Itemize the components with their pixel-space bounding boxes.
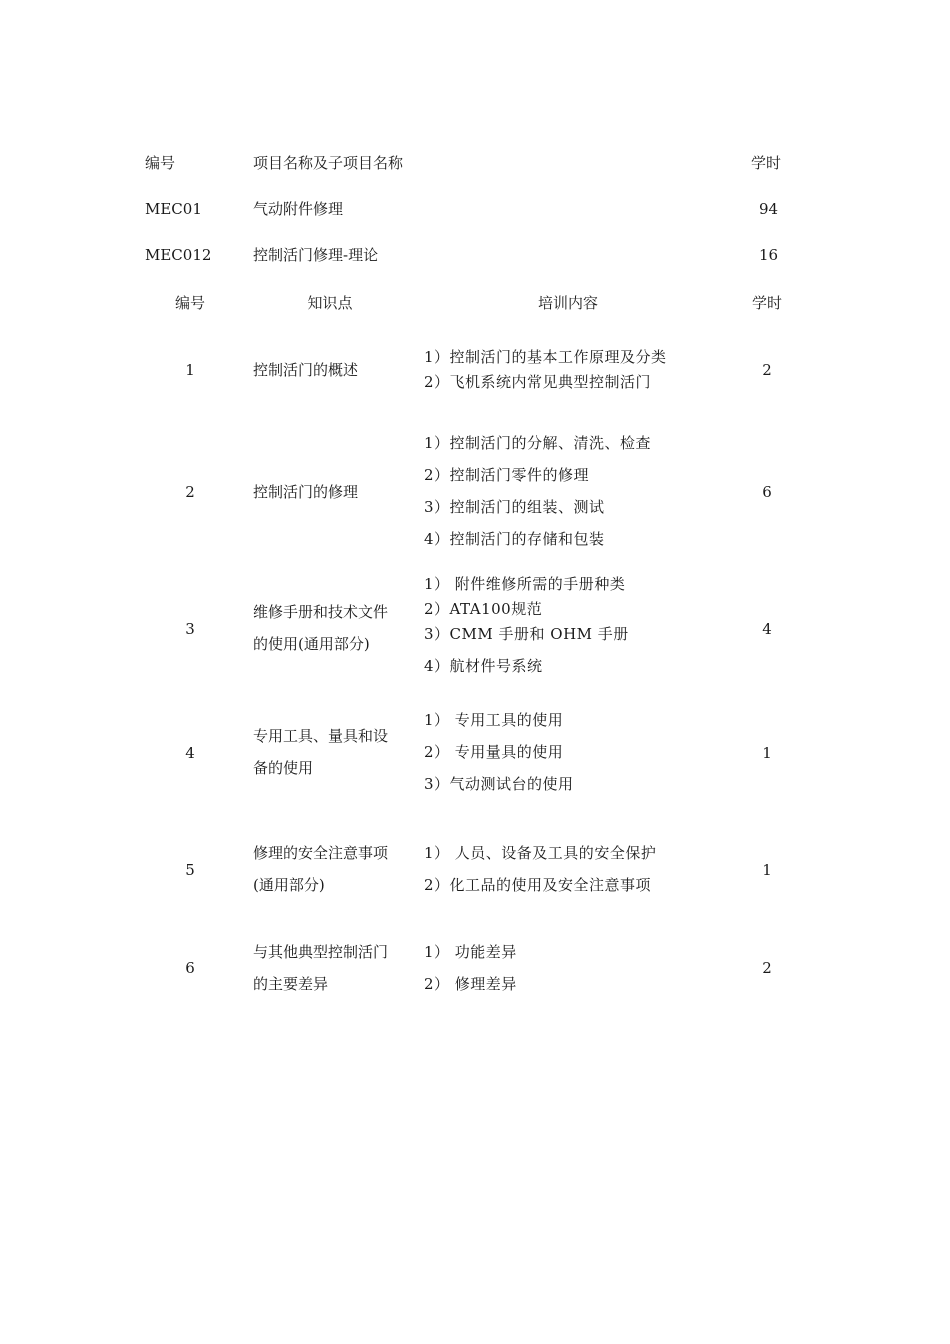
row-hours: 1: [762, 861, 772, 879]
row-knowledge: (通用部分): [253, 876, 325, 894]
row-hours: 4: [762, 620, 772, 638]
table-header-hours: 学时: [751, 294, 783, 312]
row-no: 4: [185, 744, 195, 762]
row-content-line: 4）控制活门的存储和包装: [424, 530, 605, 548]
header-hours: 学时: [751, 154, 782, 172]
row-content-line: 2）飞机系统内常见典型控制活门: [424, 373, 652, 391]
row-content-line: 2）控制活门零件的修理: [424, 466, 590, 484]
row-content-line: 3）气动测试台的使用: [424, 775, 574, 793]
row-content-line: 1） 专用工具的使用: [424, 711, 564, 729]
row-no: 3: [185, 620, 195, 638]
row-no: 2: [185, 483, 195, 501]
subproject-name: 控制活门修理-理论: [253, 246, 379, 264]
project-code: MEC01: [145, 200, 202, 218]
row-content-line: 2）ATA100规范: [424, 600, 543, 618]
row-content-line: 1） 人员、设备及工具的安全保护: [424, 844, 657, 862]
row-content-line: 1） 附件维修所需的手册种类: [424, 575, 626, 593]
row-no: 5: [185, 861, 195, 879]
row-content-line: 1） 功能差异: [424, 943, 517, 961]
row-content-line: 4）航材件号系统: [424, 657, 543, 675]
table-header-knowledge: 知识点: [307, 294, 353, 312]
row-hours: 6: [762, 483, 772, 501]
row-no: 6: [185, 959, 195, 977]
row-knowledge: 与其他典型控制活门: [253, 943, 389, 961]
row-knowledge: 的使用(通用部分): [253, 635, 370, 653]
row-hours: 2: [762, 361, 772, 379]
row-content-line: 2） 专用量具的使用: [424, 743, 564, 761]
subproject-code: MEC012: [145, 246, 212, 264]
row-content-line: 2） 修理差异: [424, 975, 517, 993]
table-header-no: 编号: [174, 294, 206, 312]
row-content-line: 1）控制活门的分解、清洗、检查: [424, 434, 652, 452]
row-content-line: 1）控制活门的基本工作原理及分类: [424, 348, 667, 366]
row-hours: 1: [762, 744, 772, 762]
header-project-name: 项目名称及子项目名称: [253, 154, 404, 172]
project-hours: 94: [759, 200, 779, 218]
row-hours: 2: [762, 959, 772, 977]
row-knowledge: 修理的安全注意事项: [253, 844, 389, 862]
header-no: 编号: [145, 154, 176, 172]
row-knowledge: 的主要差异: [253, 975, 329, 993]
row-content-line: 3）CMM 手册和 OHM 手册: [424, 625, 629, 643]
row-content-line: 2）化工品的使用及安全注意事项: [424, 876, 652, 894]
subproject-hours: 16: [759, 246, 779, 264]
row-knowledge: 控制活门的概述: [253, 361, 359, 379]
project-name: 气动附件修理: [253, 200, 344, 218]
row-no: 1: [185, 361, 195, 379]
row-knowledge: 维修手册和技术文件: [253, 603, 389, 621]
row-content-line: 3）控制活门的组装、测试: [424, 498, 605, 516]
table-header-content: 培训内容: [537, 294, 599, 312]
row-knowledge: 控制活门的修理: [253, 483, 359, 501]
row-knowledge: 专用工具、量具和设: [253, 727, 389, 745]
row-knowledge: 备的使用: [253, 759, 314, 777]
